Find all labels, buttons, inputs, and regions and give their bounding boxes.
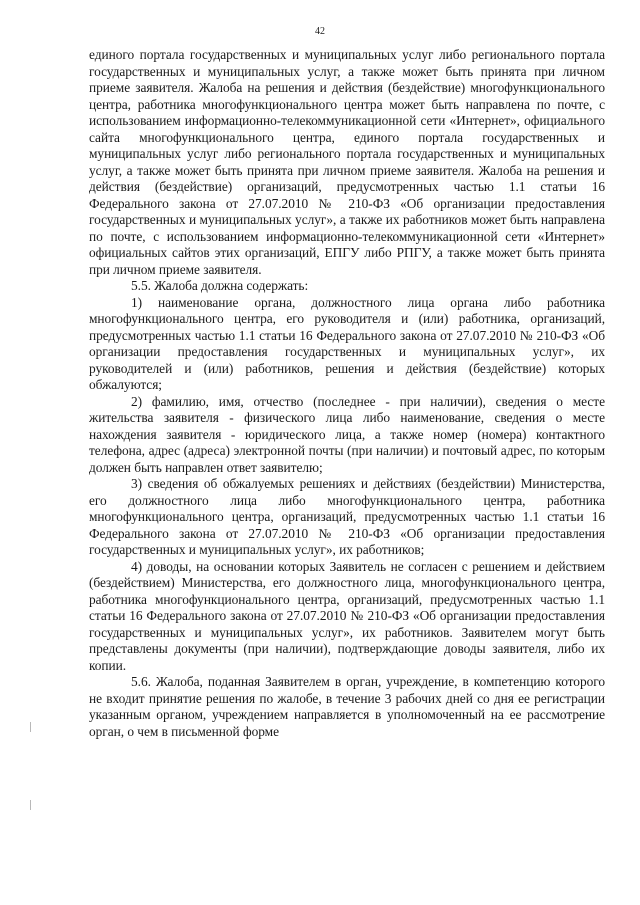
paragraph-item-4: 4) доводы, на основании которых Заявитель не согласен с решением и действием (бездействием) Министерства, его должностного лица, многофункционального центра, работника многофункционального центра, организаций, предусмотренных частью 1.1 статьи 16 Федерального закона от 27.07.2010 № 210-ФЗ «Об организации предоставления государственных и муниципальных услуг», их работников. Заявителем могут быть представлены документы (при наличии), подтверждающие доводы заявителя, либо их копии. xyxy=(89,558,605,673)
paragraph-continuation: единого портала государственных и муниципальных услуг либо регионального портала государственных и муниципальных услуг, а также может быть принята при личном приеме заявителя. Жалоба на решения и действия (бездействие) многофункционального центра, работника многофункционального центра может быть направлена по почте, с использованием информационно-телекоммуникационной сети «Интернет», официального сайта многофункционального центра, единого портала государственных и муниципальных услуг либо регионального портала государственных и муниципальных услуг, а также может быть принята при личном приеме заявителя. Жалоба на решения и действия (бездействие) организаций, предусмотренных частью 1.1 статьи 16 Федерального закона от 27.07.2010 № 210-ФЗ «Об организации предоставления государственных и муниципальных услуг», а также их работников может быть направлена по почте, с использованием информационно-телекоммуникационной сети «Интернет» официальных сайтов этих организаций, ЕПГУ либо РПГУ, а также может быть принята при личном приеме заявителя. xyxy=(89,47,605,277)
paragraph-item-2: 2) фамилию, имя, отчество (последнее - при наличии), сведения о месте жительства заявителя - физического лица либо наименование, сведения о месте нахождения заявителя - юридического лица, а также номер (номера) контактного телефона, адрес (адреса) электронной почты (при наличии) и почтовый адрес, по которым должен быть направлен ответ заявителю; xyxy=(89,393,605,475)
paragraph-section-5-6: 5.6. Жалоба, поданная Заявителем в орган, учреждение, в компетенцию которого не входит принятие решения по жалобе, в течение 3 рабочих дней со дня ее регистрации указанным органом, учреждением направляется в уполномоченный на ее рассмотрение орган, о чем в письменной форме xyxy=(89,674,605,739)
paragraph-item-1: 1) наименование органа, должностного лица органа либо работника многофункционального центра, его руководителя и (или) работника, организаций, предусмотренных частью 1.1 статьи 16 Федерального закона от 27.07.2010 № 210-ФЗ «Об организации предоставления государственных и муниципальных услуг», их руководителей и (или) работников, решения и действия (бездействие) которых обжалуются; xyxy=(89,294,605,392)
paragraph-section-5-5: 5.5. Жалоба должна содержать: xyxy=(131,278,309,293)
document-body xyxy=(89,47,605,740)
scan-artifact-mark xyxy=(30,722,31,732)
page-number: 42 xyxy=(315,26,325,37)
paragraph-item-3: 3) сведения об обжалуемых решениях и действиях (бездействии) Министерства, его должностного лица либо многофункционального центра, работника многофункционального центра, организаций, предусмотренных частью 1.1 статьи 16 Федерального закона от 27.07.2010 № 210-ФЗ «Об организации предоставления государственных и муниципальных услуг», их работников; xyxy=(89,476,605,557)
scan-artifact-mark xyxy=(30,800,31,810)
